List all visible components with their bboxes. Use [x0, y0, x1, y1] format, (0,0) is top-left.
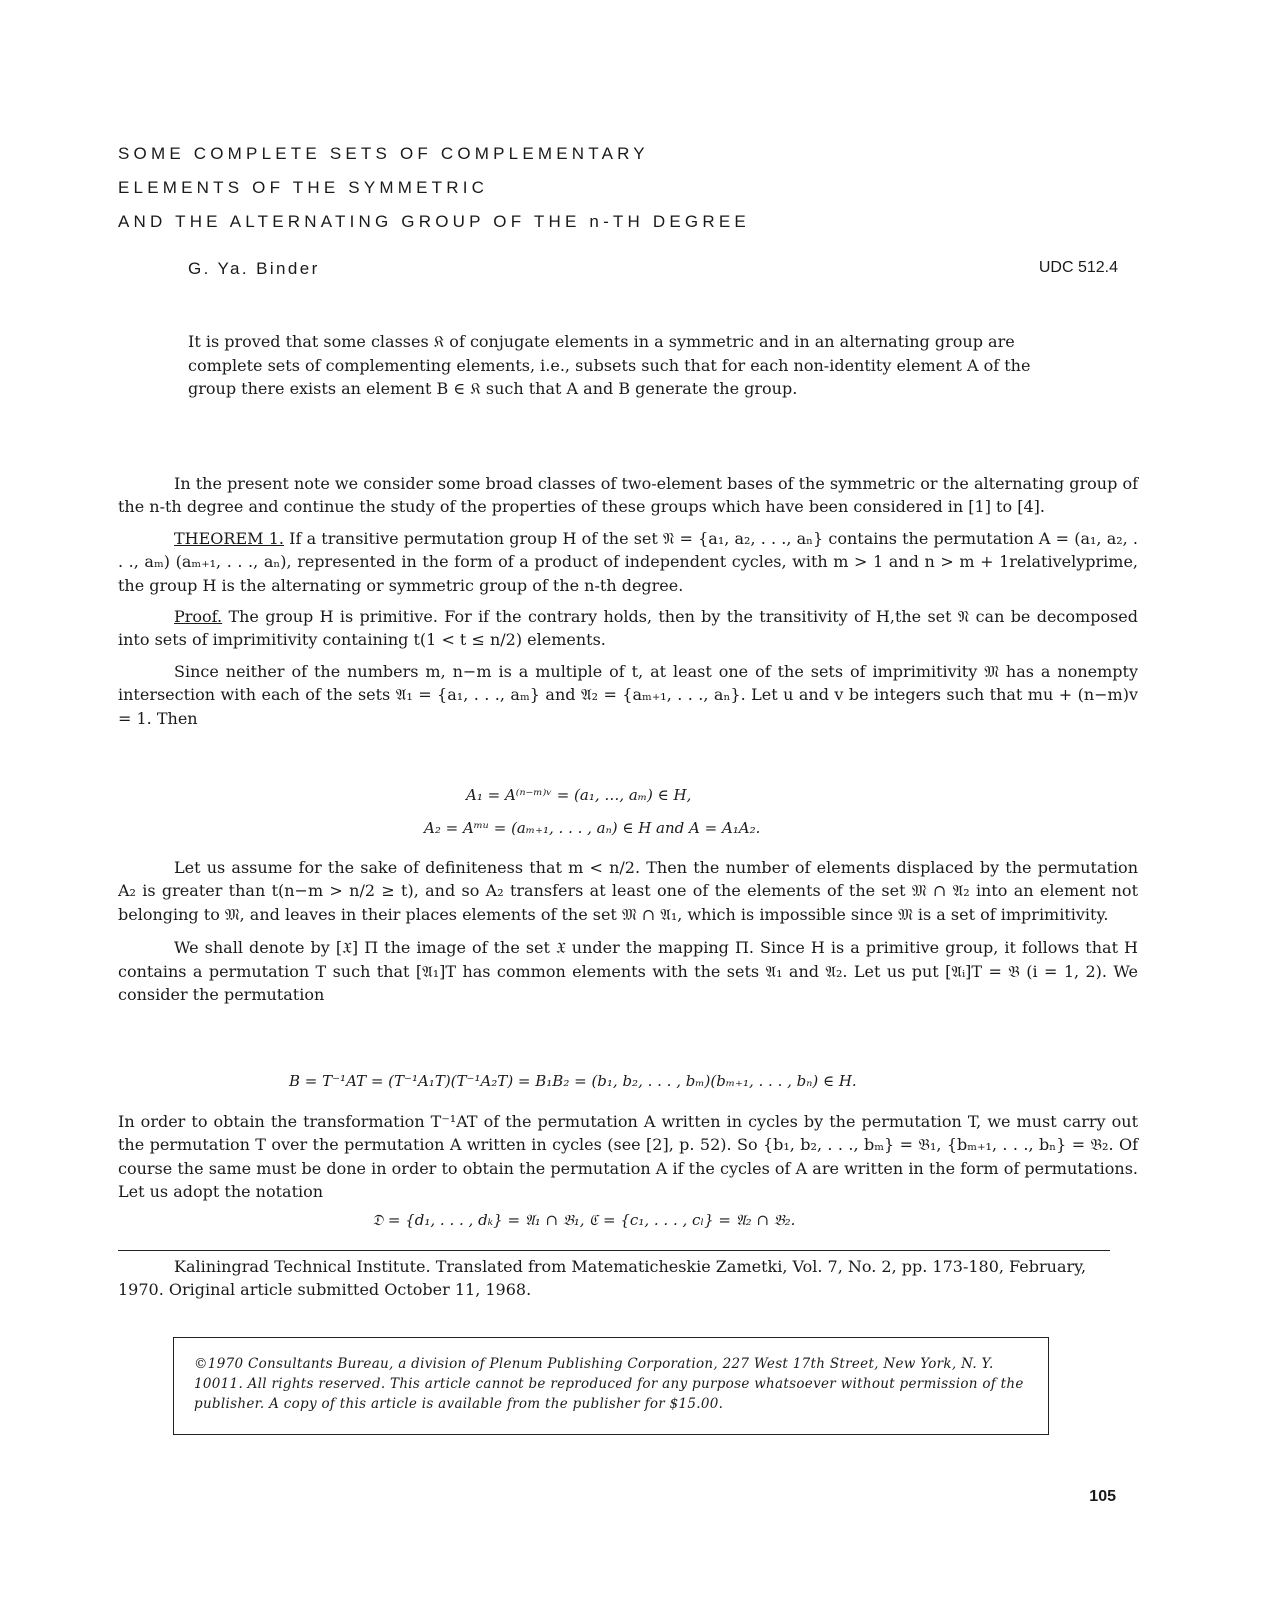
transformation-paragraph: In order to obtain the transformation T⁻¹AT of the permutation A written in cycles by the permutation T, we must carry out the permutation T over the permutation A written in cycles (see [2], p. 52). So {b₁, b₂, . . ., bₘ} = 𝔅₁, {bₘ₊₁, . . ., bₙ} = 𝔅₂. Of course the same must be done in order to obtain the permutation A if the cycles of A are written in the form of permutations. Let us adopt the notation: [118, 1112, 1138, 1202]
footnote-divider: [118, 1250, 1110, 1251]
proof-text: The group H is primitive. For if the contrary holds, then by the transitivity of H,the set 𝔑 can be decomposed into sets of imprimitivity containing t(1 < t ≤ n/2) elements.: [118, 607, 1138, 650]
body-section-1: [118, 472, 1138, 730]
theorem-paragraph: [118, 527, 1138, 597]
imprimitivity-paragraph: Since neither of the numbers m, n−m is a multiple of t, at least one of the sets of imprimitivity 𝔐 has a nonempty intersection with each of the sets 𝔄₁ = {a₁, . . ., aₘ} and 𝔄₂ = {aₘ₊₁, . . ., aₙ}. Let u and v be integers such that mu + (n−m)v = 1. Then: [118, 661, 1138, 728]
affiliation-note: Kaliningrad Technical Institute. Translated from Matematicheskie Zametki, Vol. 7, No. 2, pp. 173-180, February, 1970. Original article submitted October 11, 1968.: [118, 1257, 1087, 1299]
body-section-2: [118, 856, 1138, 1006]
theorem-label: THEOREM 1.: [174, 528, 284, 548]
title-line-3: AND THE ALTERNATING GROUP OF THE n-TH DEGREE: [118, 212, 750, 231]
abstract: It is proved that some classes 𝔎 of conjugate elements in a symmetric and in an alternating group are complete sets of complementing elements, i.e., subsets such that for each non-identity element A of the group there exists an element B ∈ 𝔎 such that A and B generate the group.: [188, 332, 1031, 398]
body-section-3: [118, 1110, 1138, 1204]
title-line-1: SOME COMPLETE SETS OF COMPLEMENTARY: [118, 144, 649, 163]
title-line-2: ELEMENTS OF THE SYMMETRIC: [118, 178, 489, 197]
page-number: 105: [1089, 1488, 1116, 1505]
author-name: G. Ya. Binder: [188, 259, 320, 278]
theorem-text: If a transitive permutation group H of the set 𝔑 = {a₁, a₂, . . ., aₙ} contains the permutation A = (a₁, a₂, . . ., aₘ) (aₘ₊₁, . . ., aₙ), represented in the form of a product of independent cycles, with m > 1 and n > m + 1relativelyprime, the group H is the alternating or symmetric group of the n-th degree.: [118, 528, 1138, 595]
formula-a2: A₂ = Aᵐᵘ = (aₘ₊₁, . . . , aₙ) ∈ H and A = A₁A₂.: [424, 819, 761, 837]
proof-paragraph: [118, 605, 1138, 652]
copyright-text: ©1970 Consultants Bureau, a division of Plenum Publishing Corporation, 227 West 17th Street, New York, N. Y. 10011. All rights reserved. This article cannot be reproduced for any purpose whatsoever without permission of the publisher. A copy of this article is available from the publisher for $15.00.: [194, 1356, 1024, 1412]
intro-paragraph: In the present note we consider some broad classes of two-element bases of the symmetric or the alternating group of the n-th degree and continue the study of the properties of these groups which have been considered in [1] to [4].: [118, 474, 1138, 517]
formula-a1: A₁ = A⁽ⁿ⁻ᵐ⁾ᵛ = (a₁, …, aₘ) ∈ H,: [466, 786, 692, 804]
formula-d-c: 𝔇 = {d₁, . . . , dₖ} = 𝔄₁ ∩ 𝔅₁, ℭ = {c₁, . . . , cₗ} = 𝔄₂ ∩ 𝔅₂.: [372, 1211, 796, 1229]
formula-b: B = T⁻¹AT = (T⁻¹A₁T)(T⁻¹A₂T) = B₁B₂ = (b₁, b₂, . . . , bₘ)(bₘ₊₁, . . . , bₙ) ∈ H.: [289, 1072, 857, 1090]
definiteness-paragraph: Let us assume for the sake of definiteness that m < n/2. Then the number of elements displaced by the permutation A₂ is greater than t(n−m > n/2 ≥ t), and so A₂ transfers at least one of the elements of the set 𝔐 ∩ 𝔄₂ into an element not belonging to 𝔐, and leaves in their places elements of the set 𝔐 ∩ 𝔄₁, which is impossible since 𝔐 is a set of imprimitivity.: [118, 858, 1138, 924]
mapping-paragraph: We shall denote by [𝔛] Π the image of the set 𝔛 under the mapping Π. Since H is a primitive group, it follows that H contains a permutation T such that [𝔄₁]T has common elements with the sets 𝔄₁ and 𝔄₂. Let us put [𝔄ᵢ]T = 𝔅 (i = 1, 2). We consider the permutation: [118, 938, 1138, 1005]
copyright-box: [173, 1337, 1049, 1435]
proof-label: Proof.: [174, 607, 223, 627]
udc-code: UDC 512.4: [1038, 259, 1118, 276]
